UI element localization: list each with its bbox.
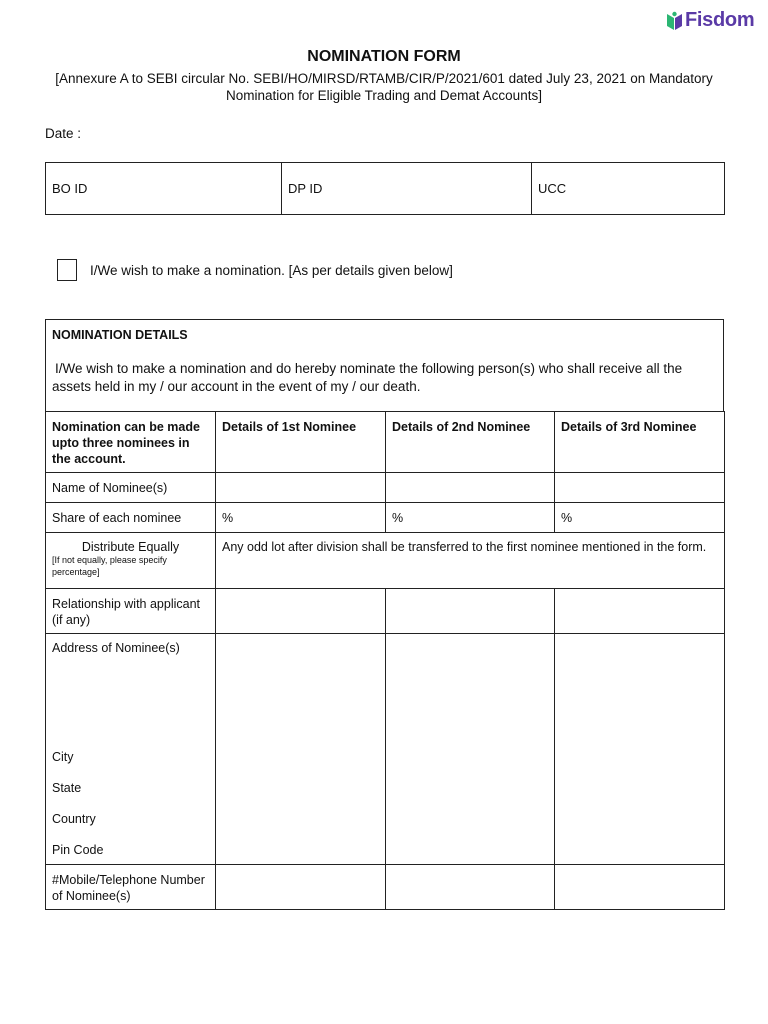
header-nominee-3: Details of 3rd Nominee <box>555 412 725 473</box>
nominee-2-address-field[interactable] <box>386 634 555 865</box>
header-note: Nomination can be made upto three nominees in the account. <box>46 412 216 473</box>
state-label: State <box>52 781 82 795</box>
share-label: Share of each nominee <box>46 503 216 533</box>
relationship-label: Relationship with applicant (if any) <box>46 589 216 634</box>
nominee-3-mobile-field[interactable] <box>555 865 725 910</box>
subtitle-line-1: [Annexure A to SEBI circular No. SEBI/HO/MIRSD/RTAMB/CIR/P/2021/601 dated July 23, 2021 on Mandatory <box>55 71 713 86</box>
table-row <box>46 533 725 589</box>
table-row <box>46 634 725 865</box>
page-title: NOMINATION FORM <box>307 48 461 65</box>
bo-id-field[interactable] <box>46 163 282 215</box>
nomination-details-heading: NOMINATION DETAILS <box>52 328 188 342</box>
nominee-1-relationship-field[interactable] <box>216 589 386 634</box>
nomination-details-description: I/We wish to make a nomination and do hereby nominate the following person(s) who shall receive all the assets held in my / our account in the event of my / our death. <box>52 361 683 394</box>
dp-id-field[interactable] <box>282 163 532 215</box>
nominee-1-mobile-field[interactable] <box>216 865 386 910</box>
mobile-label: #Mobile/Telephone Number of Nominee(s) <box>46 865 216 910</box>
address-labels-cell <box>46 634 216 865</box>
percent-sign: % <box>392 510 404 525</box>
brand-name: Fisdom <box>685 9 755 31</box>
percent-sign: % <box>561 510 573 525</box>
dp-id-label: DP ID <box>288 181 323 196</box>
subtitle-line-2: Nomination for Eligible Trading and Demat Accounts] <box>226 88 542 103</box>
table-row <box>46 503 725 533</box>
address-label: Address of Nominee(s) <box>52 641 180 655</box>
nomination-checkbox[interactable] <box>57 259 77 281</box>
book-logo-icon <box>666 11 683 31</box>
nomination-details-box <box>45 319 724 412</box>
header-nominee-2: Details of 2nd Nominee <box>386 412 555 473</box>
ucc-field[interactable] <box>532 163 725 215</box>
nominee-table <box>45 411 725 910</box>
nominee-2-relationship-field[interactable] <box>386 589 555 634</box>
city-label: City <box>52 750 74 764</box>
nomination-checkbox-label: I/We wish to make a nomination. [As per details given below] <box>90 263 453 278</box>
country-label: Country <box>52 812 96 826</box>
table-header-row <box>46 412 725 473</box>
table-row <box>46 589 725 634</box>
ucc-label: UCC <box>538 181 567 196</box>
distribute-cell <box>46 533 216 589</box>
nominee-1-share-field[interactable] <box>216 503 386 533</box>
date-label: Date : <box>45 126 82 141</box>
pin-code-label: Pin Code <box>52 843 104 857</box>
page-subtitle <box>40 70 728 104</box>
table-row <box>46 865 725 910</box>
bo-id-label: BO ID <box>52 181 88 196</box>
odd-lot-note: Any odd lot after division shall be transferred to the first nominee mentioned in the form. <box>216 533 725 589</box>
name-label: Name of Nominee(s) <box>46 473 216 503</box>
nominee-3-address-field[interactable] <box>555 634 725 865</box>
distribute-label: Distribute Equally <box>81 540 180 554</box>
brand-logo <box>666 9 754 32</box>
id-table <box>45 162 725 215</box>
header-nominee-1: Details of 1st Nominee <box>216 412 386 473</box>
nominee-1-address-field[interactable] <box>216 634 386 865</box>
nominee-2-share-field[interactable] <box>386 503 555 533</box>
distribute-note: [If not equally, please specify percentage] <box>52 555 167 577</box>
nominee-2-mobile-field[interactable] <box>386 865 555 910</box>
nominee-3-relationship-field[interactable] <box>555 589 725 634</box>
nominee-2-name-field[interactable] <box>386 473 555 503</box>
percent-sign: % <box>222 510 234 525</box>
table-row <box>46 473 725 503</box>
nominee-3-share-field[interactable] <box>555 503 725 533</box>
nominee-1-name-field[interactable] <box>216 473 386 503</box>
nominee-3-name-field[interactable] <box>555 473 725 503</box>
